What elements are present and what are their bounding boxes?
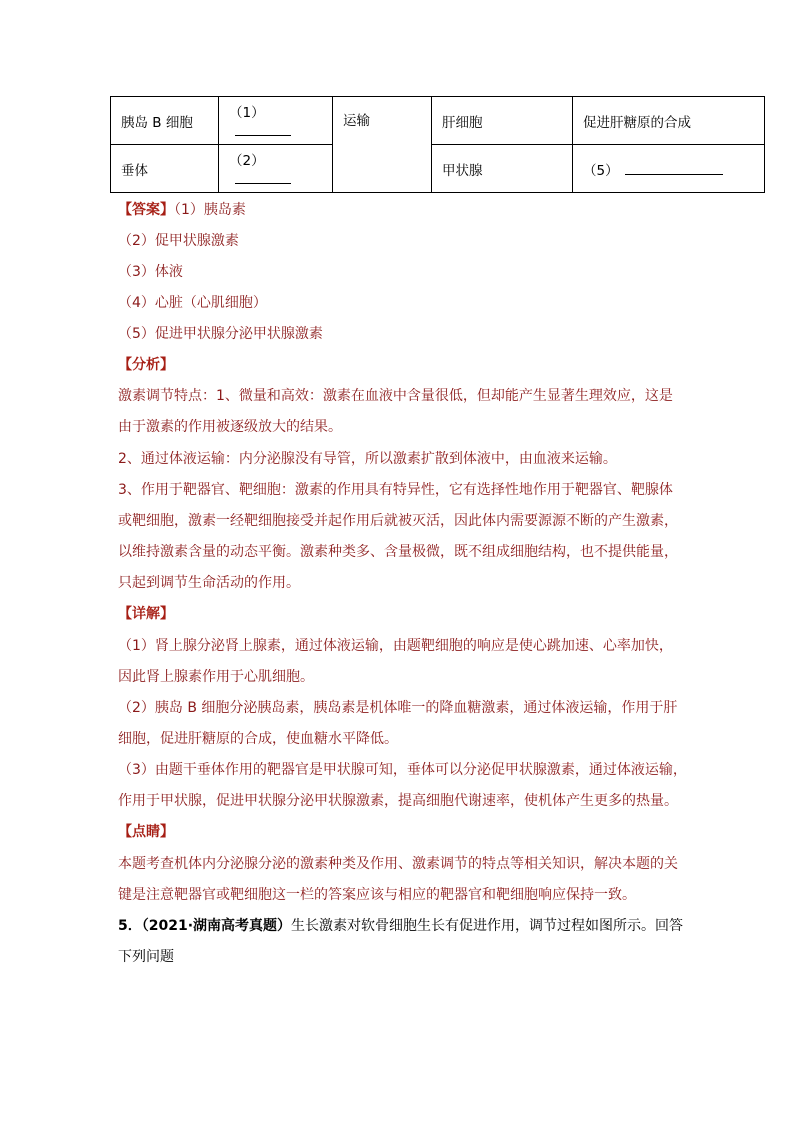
analysis-line: 3、作用于靶器官、靶细胞：激素的作用具有特异性，它有选择性地作用于靶器官、靶腺体 <box>118 482 673 498</box>
analysis-line: 以维持激素含量的动态平衡。激素种类多、含量极微，既不组成细胞结构，也不提供能量， <box>118 544 678 560</box>
answer-blank <box>235 121 291 136</box>
question-line <box>118 916 684 936</box>
question-number: 5． <box>118 918 142 934</box>
analysis-line: 2、通过体液运输：内分泌腺没有导管，所以激素扩散到体液中，由血液来运输。 <box>118 451 617 467</box>
detail-line: 作用于甲状腺，促进甲状腺分泌甲状腺激素，提高细胞代谢速率，使机体产生更多的热量。 <box>118 793 678 809</box>
detail-line: （2）胰岛 B 细胞分泌胰岛素，胰岛素是机体唯一的降血糖激素，通过体液运输，作用于肝 <box>118 700 678 716</box>
question-line: 下列问题 <box>118 949 174 965</box>
detail-line: 因此肾上腺素作用于心肌细胞。 <box>118 669 314 685</box>
table-cell: 促进肝糖原的合成 <box>573 97 765 145</box>
analysis-line: 激素调节特点：1、微量和高效：激素在血液中含量很低，但却能产生显著生理效应，这是 <box>118 388 673 404</box>
detail-label: 【详解】 <box>118 606 174 622</box>
question-text: 生长激素对软骨细胞生长有促进作用，调节过程如图所示。回答 <box>291 918 684 934</box>
detail-line: （3）由题干垂体作用的靶器官是甲状腺可知，垂体可以分泌促甲状腺激素，通过体液运输， <box>118 762 687 778</box>
answer-line: （4）心脏（心肌细胞） <box>118 295 267 311</box>
answer-label: 【答案】 <box>118 202 174 218</box>
answer-line: （2）促甲状腺激素 <box>118 233 239 249</box>
answer-line: （5）促进甲状腺分泌甲状腺激素 <box>118 326 323 342</box>
table-cell: （2） <box>219 145 333 193</box>
table-cell: 甲状腺 <box>432 145 573 193</box>
table-cell: 运输 <box>333 97 432 193</box>
analysis-line: 只起到调节生命活动的作用。 <box>118 575 300 591</box>
table-row <box>111 145 765 193</box>
hormone-table <box>110 96 765 193</box>
detail-line: （1）肾上腺分泌肾上腺素，通过体液运输，由题靶细胞的响应是使心跳加速、心率加快， <box>118 638 673 654</box>
table-cell: （5） <box>573 145 765 193</box>
comment-line: 本题考查机体内分泌腺分泌的激素种类及作用、激素调节的特点等相关知识，解决本题的关 <box>118 856 678 872</box>
table-row <box>111 97 765 145</box>
table-cell: 垂体 <box>111 145 219 193</box>
detail-line: 细胞，促进肝糖原的合成，使血糖水平降低。 <box>118 731 398 747</box>
question-source: （2021·湖南高考真题） <box>141 918 292 934</box>
answer-blank <box>625 160 723 175</box>
answer-line: （3）体液 <box>118 264 183 280</box>
answer-line: 【答案】（1）胰岛素 <box>118 202 246 218</box>
analysis-line: 或靶细胞，激素一经靶细胞接受并起作用后就被灭活，因此体内需要源源不断的产生激素， <box>118 513 678 529</box>
table-cell: 肝细胞 <box>432 97 573 145</box>
comment-label: 【点睛】 <box>118 824 174 840</box>
analysis-line: 由于激素的作用被逐级放大的结果。 <box>118 419 342 435</box>
table-cell: 胰岛 B 细胞 <box>111 97 219 145</box>
table-cell: （1） <box>219 97 333 145</box>
comment-line: 键是注意靶器官或靶细胞这一栏的答案应该与相应的靶器官和靶细胞响应保持一致。 <box>118 887 636 903</box>
analysis-label: 【分析】 <box>118 357 174 373</box>
answer-blank <box>235 169 291 184</box>
